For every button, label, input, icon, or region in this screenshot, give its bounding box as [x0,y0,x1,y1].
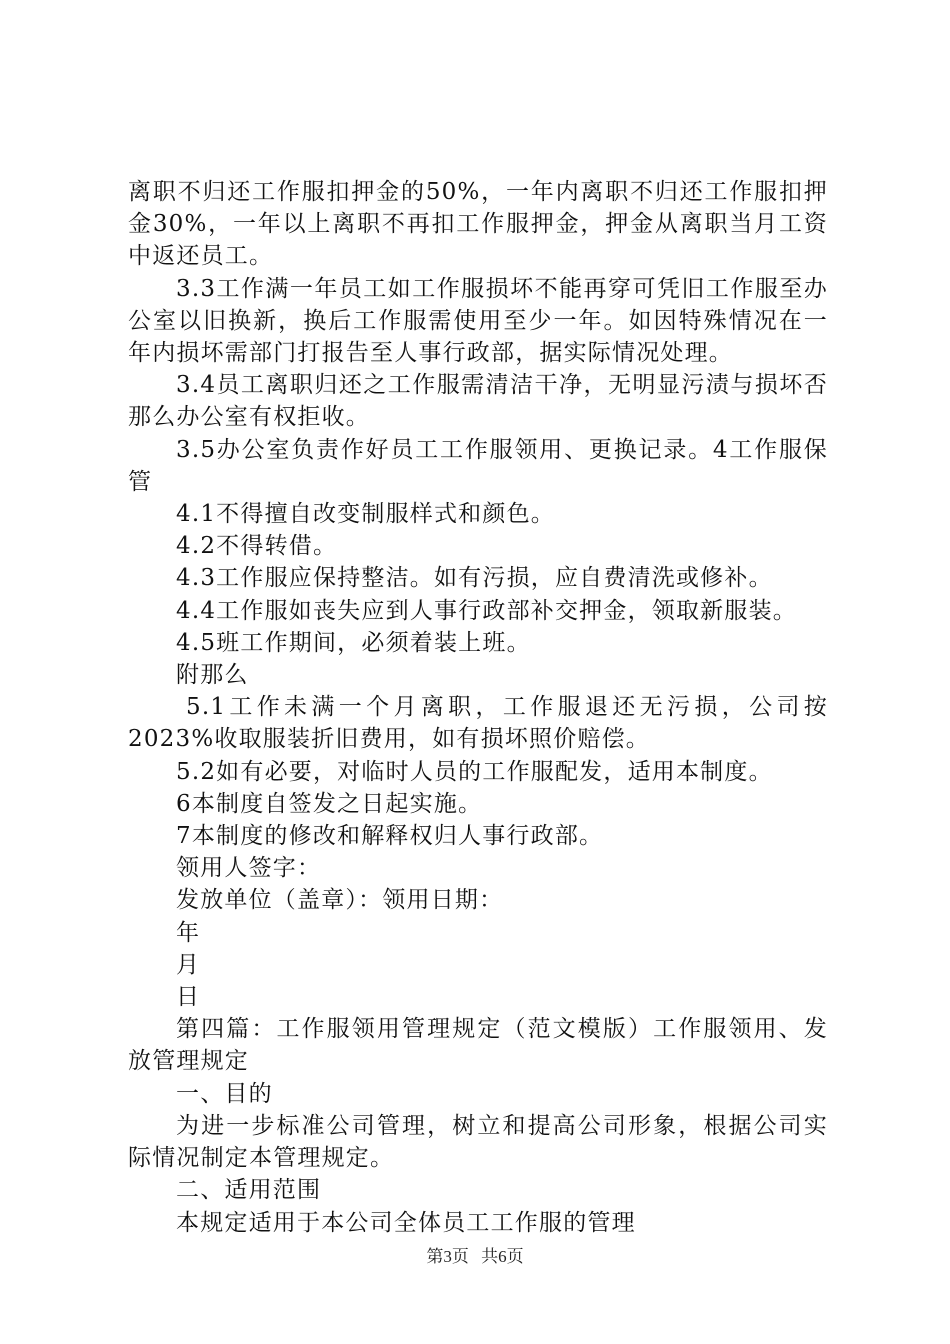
paragraph-3-3: 3.3工作满一年员工如工作服损坏不能再穿可凭旧工作服至办公室以旧换新，换后工作服需使用至少一年。如因特殊情况在一年内损坏需部门打报告至人事行政部，据实际情况处理。 [128,275,828,367]
section-heading-scope: 二、适用范围 [176,1177,322,1204]
signature-recipient-line: 领用人签字： [176,855,322,882]
paragraph-5-2: 5.2如有必要，对临时人员的工作服配发，适用本制度。 [176,758,773,785]
paragraph-deposit-continuation: 离职不归还工作服扣押金的50%，一年内离职不归还工作服扣押金30%，一年以上离职不再扣工作服押金，押金从离职当月工资中返还员工。 [128,179,828,270]
issuer-seal-date-line: 发放单位（盖章）：领用日期： [176,887,504,914]
paragraph-6: 6本制度自签发之日起实施。 [176,790,483,817]
document-body [128,176,828,1239]
date-year: 年 [176,919,201,946]
page-footer [0,1242,950,1267]
paragraph-5-1: 5.1工作未满一个月离职，工作服退还无污损，公司按2023%收取服装折旧费用，如有损坏照价赔偿。 [128,694,828,753]
date-day: 日 [176,984,201,1011]
paragraph-7: 7本制度的修改和解释权归人事行政部。 [176,823,604,850]
paragraph-purpose: 为进一步标准公司管理，树立和提高公司形象，根据公司实际情况制定本管理规定。 [128,1112,828,1172]
paragraph-4-5: 4.5班工作期间，必须着装上班。 [176,629,531,656]
section-heading-purpose: 一、目的 [176,1080,273,1107]
date-month: 月 [176,951,201,978]
paragraph-3-5: 3.5办公室负责作好员工工作服领用、更换记录。4工作服保管 [128,436,828,495]
page-number: 第3页 [426,1247,469,1266]
page-total: 共6页 [481,1247,524,1266]
paragraph-4-2: 4.2不得转借。 [176,533,338,560]
paragraph-4-1: 4.1不得擅自改变制服样式和颜色。 [176,501,555,528]
paragraph-4-4: 4.4工作服如丧失应到人事行政部补交押金，领取新服装。 [176,597,797,624]
paragraph-4-3: 4.3工作服应保持整洁。如有污损，应自费清洗或修补。 [176,565,773,592]
paragraph-3-4: 3.4员工离职归还之工作服需清洁干净，无明显污渍与损坏否那么办公室有权拒收。 [128,372,828,431]
chapter-four-title: 第四篇：工作服领用管理规定（范文模版）工作服领用、发放管理规定 [128,1016,828,1075]
paragraph-scope: 本规定适用于本公司全体员工工作服的管理 [176,1209,636,1236]
section-heading-appendix: 附那么 [176,662,249,689]
